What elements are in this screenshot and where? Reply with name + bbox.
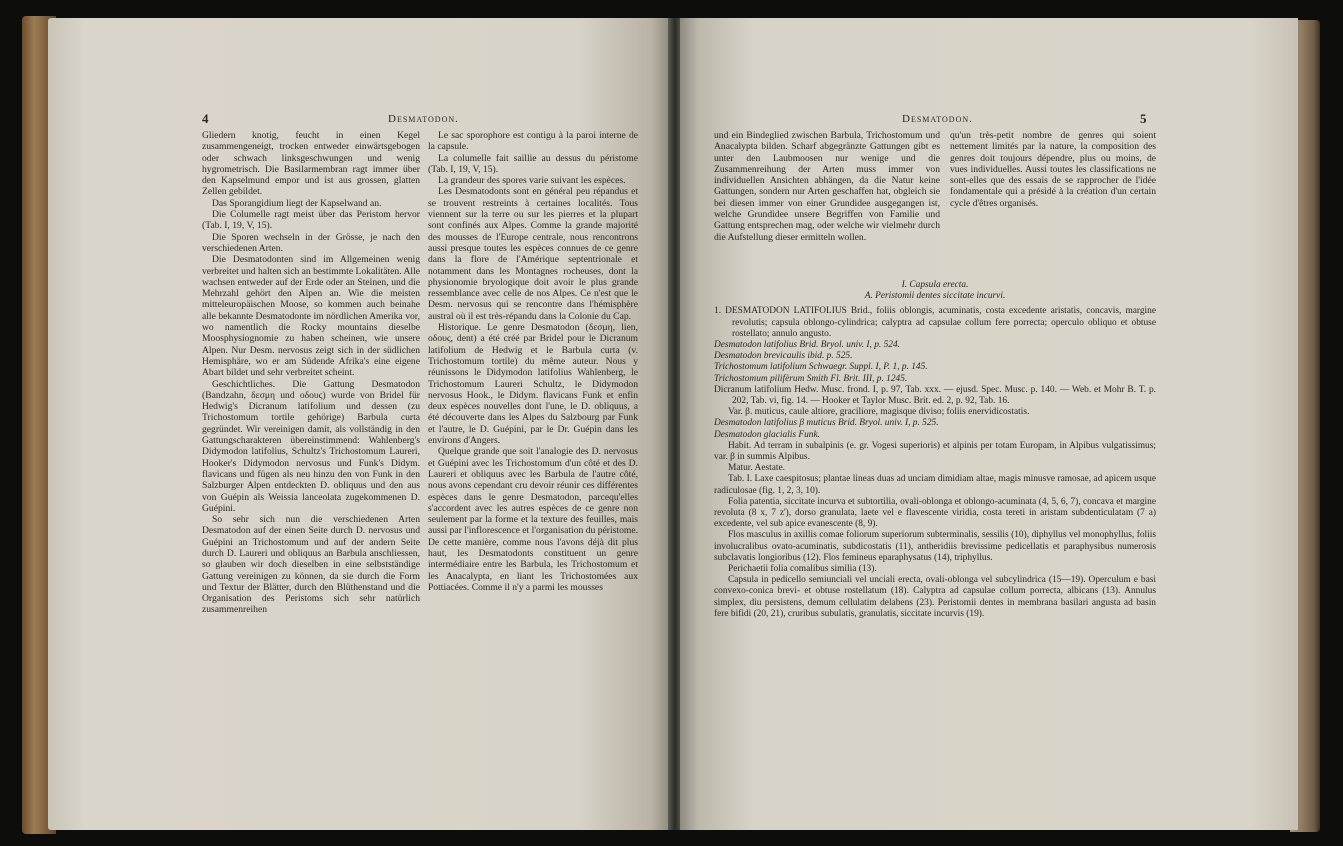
- paragraph: Habit. Ad terram in subalpinis (e. gr. Vogesi superioris) et alpinis per totam Europam, in Alpibus vulgatissimus; var. β in summis Alpibus.: [714, 440, 1156, 463]
- paragraph: La grandeur des spores varie suivant les espèces.: [438, 175, 626, 187]
- paragraph: Die Desmatodonten sind im Allgemeinen wenig verbreitet und halten sich an bestimmte Lokalitäten. Alle wachsen entweder auf der Erde oder an Steinen, und die Mehrzahl gehört den Alpen an. Wie die meisten mitteleuropäischen Moose, so kommen auch beinahe alle bekannte Desmatodonte im nördlichen Amerika vor, wo namentlich die Rocky mountains dieselbe Moosphysiognomie zu haben scheinen, wie unsere Alpen. Nur Desm. nervosus zeigt sich in der südlichen Hemisphäre, wo er am Südende Afrika's eine eigene Abart bildet und sehr verbreitet scheint.: [202, 254, 420, 379]
- left-page: [48, 18, 670, 830]
- section-heading: I. Capsula erecta.: [901, 280, 969, 290]
- running-head: Desmatodon.: [902, 113, 973, 125]
- page-number: 4: [202, 111, 209, 126]
- synonym: Desmatodon glacialis Funk.: [714, 429, 820, 440]
- subsection-heading: A. Peristomii dentes siccitate incurvi.: [864, 291, 1006, 302]
- paragraph: Tab. I. Laxe caespitosus; plantae lineas duas ad unciam dimidiam altae, magis minusve ramosae, ad apicem usque radiculosae (fig. 1, 2, 3, 10).: [714, 474, 1156, 496]
- paragraph: Les Desmatodonts sont en général peu répandus et se trouvent restreints à certaines localités. Tous viennent sur la terre ou sur les pierres et la plupart sont confinés aux Alpes. Comme la grande majorité des mousses de l'Europe centrale, nous rencontrons aussi presque toutes les espèces connues de ce genre dans la flore de l'Amérique septentrionale et notamment dans les Montagnes rocheuses, dont la physionomie bryologique doit avoir le plus grande ressemblance avec celle de nos Alpes. Ce n'est que le Desm. nervosus qui se rencontre dans l'hémisphère austral où il est très-répandu dans la Colonie du Cap.: [428, 186, 638, 322]
- paragraph: Gliedern knotig, feucht in einen Kegel zusammengeneigt, trocken entweder einwärtsgebogen oder schwach linksgeschwungen und wenig hygrometrisch. Die Basilarmembran ragt immer über den Kapselmund empor und ist aus grossen, glatten Zellen gebildet.: [202, 130, 420, 198]
- synonym: Desmatodon latifolius Brid. Bryol. univ. I, p. 524.: [714, 340, 901, 351]
- paragraph: qu'un très-petit nombre de genres qui soient nettement limités par la nature, la composition des genres doit toujours dépendre, plus ou moins, de vues individuelles. Aussi toutes les classifications ne sont-elles que des essais de se rapprocher de l'idée fondamentale qui a présidé à la création d'un certain cycle d'êtres organisés.: [950, 130, 1156, 209]
- intro-column-french: [950, 130, 1156, 209]
- synonym: Desmatodon brevicaulis ibid. p. 525.: [714, 351, 853, 362]
- paragraph: Flos masculus in axillis comae foliorum superiorum subterminalis, sessilis (10), diphyllus vel monophyllus, foliis involucralibus ovato-acuminatis, subdicostatis (11), antheridiis brevissime pedicellatis et paraphysibus numerosis subclavatis longioribus (12). Flos femineus eparaphysatus (14), triphyllus.: [714, 530, 1156, 563]
- right-column-french: [428, 130, 638, 593]
- paragraph: So sehr sich nun die verschiedenen Arten Desmatodon auf der einen Seite durch D. nervosus und Guépini an Trichostomum und auf der andern Seite durch D. Laureri und obliquus an Barbula anschliessen, so glauben wir doch dieselben in eine selbstständige Gattung vereinigen zu können, da sie durch die Form und Textur der Blätter, durch den Blüthenstand und die Organisation des Peristoms sich sehr natürlich zusammenreihen: [202, 514, 420, 616]
- paragraph: Le sac sporophore est contigu à la paroi interne de la capsule.: [428, 130, 638, 153]
- paragraph: La columelle fait saillie au dessus du péristome (Tab. I, 19, V, 15).: [428, 152, 638, 175]
- paragraph: Die Sporen wechseln in der Grösse, je nach den verschiedenen Arten.: [202, 231, 420, 254]
- paragraph: Quelque grande que soit l'analogie des D. nervosus et Guépini avec les Trichostomum d'un côté et des D. Laureri et obliquus avec les Barbula de l'autre côté, nous avons cependant cru devoir réunir ces différentes espèces dans le genre Desmatodon, parcequ'elles s'accordent avec les autres espèces de ce genre non seulement par la forme et la texture des feuilles, mais aussi par l'inflorescence et l'organisation du péristome. De cette manière, comme nous l'avons déjà dit plus haut, les Desmatodonts constituent un genre intermédiaire entre les Barbula, les Trichostomum et les Anacalypta, en liant les Trichostomées aux Pottiacées. Comme il n'y a parmi les mousses: [428, 446, 638, 593]
- synonym: Trichostomum pilifèrum Smith Fl. Brit. III, p. 1245.: [714, 373, 908, 384]
- species-section: [714, 280, 1156, 620]
- paragraph: Geschichtliches. Die Gattung Desmatodon (Bandzahn, δεσμη und οδους) wurde von Bridel für Hedwig's Dicranum latifolium und dessen (zu Trichostomum tortile gehörige) Barbula curta gegründet. Wir vereinigen damit, als vollständig in den Gattungscharakteren übereinstimmend: Wahlenberg's Didymodon latifolius, Schultz's Trichostomum Laureri, Hooker's Didymodon nervosus und Funk's Didym. flavicans und fügen als neu hinzu den von Funk in den Salzburger Alpen entdeckten D. obliquus und den aus von Guépin als Weissia lanceolata zugekommenen D. Guépini.: [202, 378, 420, 514]
- paragraph: und ein Bindeglied zwischen Barbula, Trichostomum und Anacalypta bilden. Scharf abgegränzte Gattungen gibt es unter den Laubmoosen nur wenige und die Zusammenreihung der Arten muss immer von individuellen Ansichten abhängen, da die Natur keine Gattungen, sondern nur Arten geschaffen hat, obgleich sie bei diesen immer von einer Grundidee ausgegangen ist, welche Grundidee unsere Begriffen von Familie und Gattung entsprechen mag, oder welche wir vielmehr durch die Aufstellung dieser ermitteln wollen.: [714, 130, 940, 243]
- page-number: 5: [1140, 111, 1147, 126]
- species-entry: 1. DESMATODON LATIFOLIUS Brid., foliis oblongis, acuminatis, costa excedente aristatis, concavis, margine revolutis; capsula oblongo-cylindrica; calyptra ad capsulae collum fere porrecta; operculo obliquo et obtuse rostellato; annulo angusto.: [714, 306, 1156, 339]
- variety: Var. β. muticus, caule altiore, graciliore, magisque diviso; foliis enervidicostatis.: [728, 407, 1030, 418]
- paragraph: Folia patentia, siccitate incurva et subtortilia, ovali-oblonga et oblongo-acuminata (4, 5, 6, 7), concava et margine revoluta (8 x, 7 z'), dorso granulata, laete vel e flavescente viridia, costa tereti in aristam subdenticulatam (7 a) excedente, vel sub apice evanescente (8, 9).: [714, 496, 1156, 530]
- left-column-german: [202, 130, 420, 616]
- synonym: Dicranum latifolium Hedw. Musc. frond. I, p. 97, Tab. xxx. — ejusd. Spec. Musc. p. 140. — Web. et Mohr B. T. p. 202, Tab. vi, fig. 14. — Hooker et Taylor Musc. Brit. ed. 2, p. 92, Tab. 16.: [714, 384, 1156, 407]
- paragraph: Das Sporangidium liegt der Kapselwand an.: [212, 197, 382, 209]
- synonym: Trichostomum latifolium Schwaegr. Suppl. I, P. 1, p. 145.: [714, 362, 928, 373]
- running-head: Desmatodon.: [388, 113, 459, 125]
- paragraph: Die Columelle ragt meist über das Peristom hervor (Tab. I, 19, V, 15).: [202, 209, 420, 232]
- paragraph: Capsula in pedicello semiunciali vel unciali erecta, ovali-oblonga vel subcylindrica (15—19). Operculum e basi convexo-conica brevi- et obtuse rostellatum (18). Calyptra ad capsulae collum porrecta, albicans (13). Annulus simplex, diu persistens, demum cellulatim delabens (23). Peristomii dentes in membrana basilari angusta ad basin fere bifidi (20, 21), cruribus subulatis, granulatis, siccitate incurvis (19).: [714, 575, 1156, 619]
- right-page: [680, 18, 1298, 830]
- paragraph: Historique. Le genre Desmatodon (δεσμη, lien, οδους, dent) a été créé par Bridel pour le Dicranum latifolium de Hedwig et le Barbula curta (v. Trichostomum tortile) du même auteur. Nous y réunissons le Didymodon latifolius Wahlenberg, le Trichostomum Laureri Schultz, le Didymodon nervosus Hook., le Didym. flavicans Funk et enfin deux espèces nouvelles dont l'une, le D. obliquus, a été découverte dans les Alpes du Salzbourg par Funk et l'autre, le D. Guépini, par le Dr. Guépin dans les environs d'Angers.: [428, 322, 638, 447]
- paragraph: Matur. Aestate.: [728, 463, 786, 474]
- paragraph: Perichaetii folia comalibus similia (13).: [728, 564, 877, 575]
- synonym: Desmatodon latifolius β muticus Brid. Bryol. univ. I, p. 525.: [714, 418, 939, 429]
- intro-column-german: [714, 130, 940, 243]
